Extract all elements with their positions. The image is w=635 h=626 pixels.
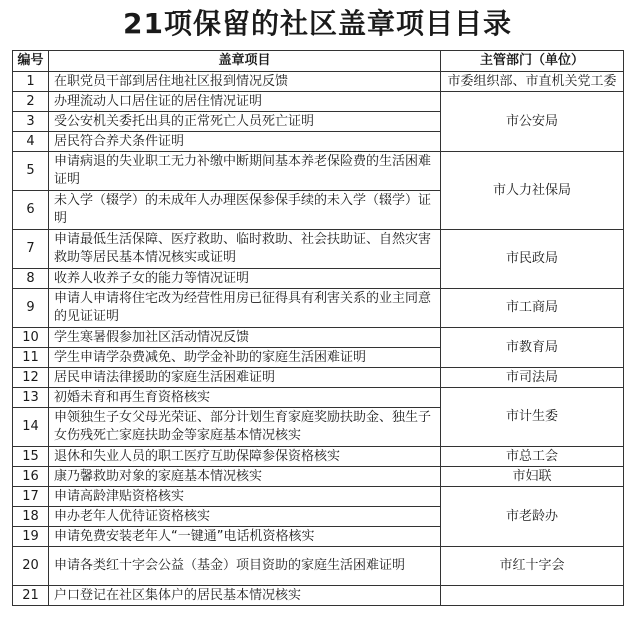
header-dept: 主管部门（单位） <box>441 51 624 72</box>
row-item: 办理流动人口居住证的居住情况证明 <box>49 92 441 112</box>
dept-cell: 市老龄办 <box>441 487 624 547</box>
table-row <box>13 92 624 112</box>
row-item: 退休和失业人员的职工医疗互助保障参保资格核实 <box>49 447 441 467</box>
table-row <box>13 152 624 191</box>
row-item: 学生申请学杂费减免、助学金补助的家庭生活困难证明 <box>49 348 441 368</box>
row-num: 5 <box>13 152 49 191</box>
page-title: 21项保留的社区盖章项目目录 <box>123 7 512 40</box>
row-num: 17 <box>13 487 49 507</box>
dept-cell: 市总工会 <box>441 447 624 467</box>
table-row <box>13 328 624 348</box>
row-item: 学生寒暑假参加社区活动情况反馈 <box>49 328 441 348</box>
row-num: 14 <box>13 408 49 447</box>
dept-cell: 市妇联 <box>441 467 624 487</box>
row-num: 9 <box>13 289 49 328</box>
table-row <box>13 230 624 269</box>
row-item: 收养人收养子女的能力等情况证明 <box>49 269 441 289</box>
dept-cell: 市公安局 <box>441 92 624 152</box>
row-item: 在职党员干部到居住地社区报到情况反馈 <box>49 72 441 92</box>
header-row <box>13 51 624 72</box>
row-item: 康乃馨救助对象的家庭基本情况核实 <box>49 467 441 487</box>
row-item: 申请最低生活保障、医疗救助、临时救助、社会扶助证、自然灾害救助等居民基本情况核实或证明 <box>49 230 441 269</box>
row-num: 4 <box>13 132 49 152</box>
row-num: 6 <box>13 191 49 230</box>
dept-cell: 市红十字会 <box>441 547 624 586</box>
row-item: 未入学（辍学）的未成年人办理医保参保手续的未入学（辍学）证明 <box>49 191 441 230</box>
row-num: 19 <box>13 527 49 547</box>
row-num: 21 <box>13 586 49 606</box>
row-item: 申请各类红十字会公益（基金）项目资助的家庭生活困难证明 <box>49 547 441 586</box>
row-num: 20 <box>13 547 49 586</box>
dept-cell: 市司法局 <box>441 368 624 388</box>
table-row <box>13 547 624 586</box>
table-row <box>13 467 624 487</box>
header-num: 编号 <box>13 51 49 72</box>
row-item: 申领独生子女父母光荣证、部分计划生育家庭奖励扶助金、独生子女伤残死亡家庭扶助金等家庭基本情况核实 <box>49 408 441 447</box>
dept-cell: 市民政局 <box>441 230 624 289</box>
table-row <box>13 388 624 408</box>
row-item: 申请高龄津贴资格核实 <box>49 487 441 507</box>
table-row <box>13 368 624 388</box>
row-num: 7 <box>13 230 49 269</box>
table-row <box>13 72 624 92</box>
dept-cell: 市计生委 <box>441 388 624 447</box>
stamp-items-table <box>12 50 624 606</box>
row-item: 户口登记在社区集体户的居民基本情况核实 <box>49 586 441 606</box>
row-num: 12 <box>13 368 49 388</box>
dept-cell: 市人力社保局 <box>441 152 624 230</box>
row-item: 受公安机关委托出具的正常死亡人员死亡证明 <box>49 112 441 132</box>
row-num: 16 <box>13 467 49 487</box>
table-row <box>13 586 624 606</box>
row-item: 申请免费安装老年人“一键通”电话机资格核实 <box>49 527 441 547</box>
header-item: 盖章项目 <box>49 51 441 72</box>
row-item: 申办老年人优待证资格核实 <box>49 507 441 527</box>
row-num: 13 <box>13 388 49 408</box>
dept-cell: 市委组织部、市直机关党工委 <box>441 72 624 92</box>
row-num: 15 <box>13 447 49 467</box>
row-item: 初婚未育和再生育资格核实 <box>49 388 441 408</box>
row-item: 居民符合养犬条件证明 <box>49 132 441 152</box>
row-num: 3 <box>13 112 49 132</box>
dept-cell: 市工商局 <box>441 289 624 328</box>
row-item: 申请病退的失业职工无力补缴中断期间基本养老保险费的生活困难证明 <box>49 152 441 191</box>
row-num: 18 <box>13 507 49 527</box>
table-row <box>13 289 624 328</box>
row-num: 1 <box>13 72 49 92</box>
dept-cell <box>441 586 624 606</box>
row-num: 10 <box>13 328 49 348</box>
table-row <box>13 487 624 507</box>
dept-cell: 市教育局 <box>441 328 624 368</box>
row-num: 8 <box>13 269 49 289</box>
table-row <box>13 447 624 467</box>
row-item: 居民申请法律援助的家庭生活困难证明 <box>49 368 441 388</box>
row-item: 申请人申请将住宅改为经营性用房已征得具有利害关系的业主同意的见证证明 <box>49 289 441 328</box>
row-num: 2 <box>13 92 49 112</box>
row-num: 11 <box>13 348 49 368</box>
